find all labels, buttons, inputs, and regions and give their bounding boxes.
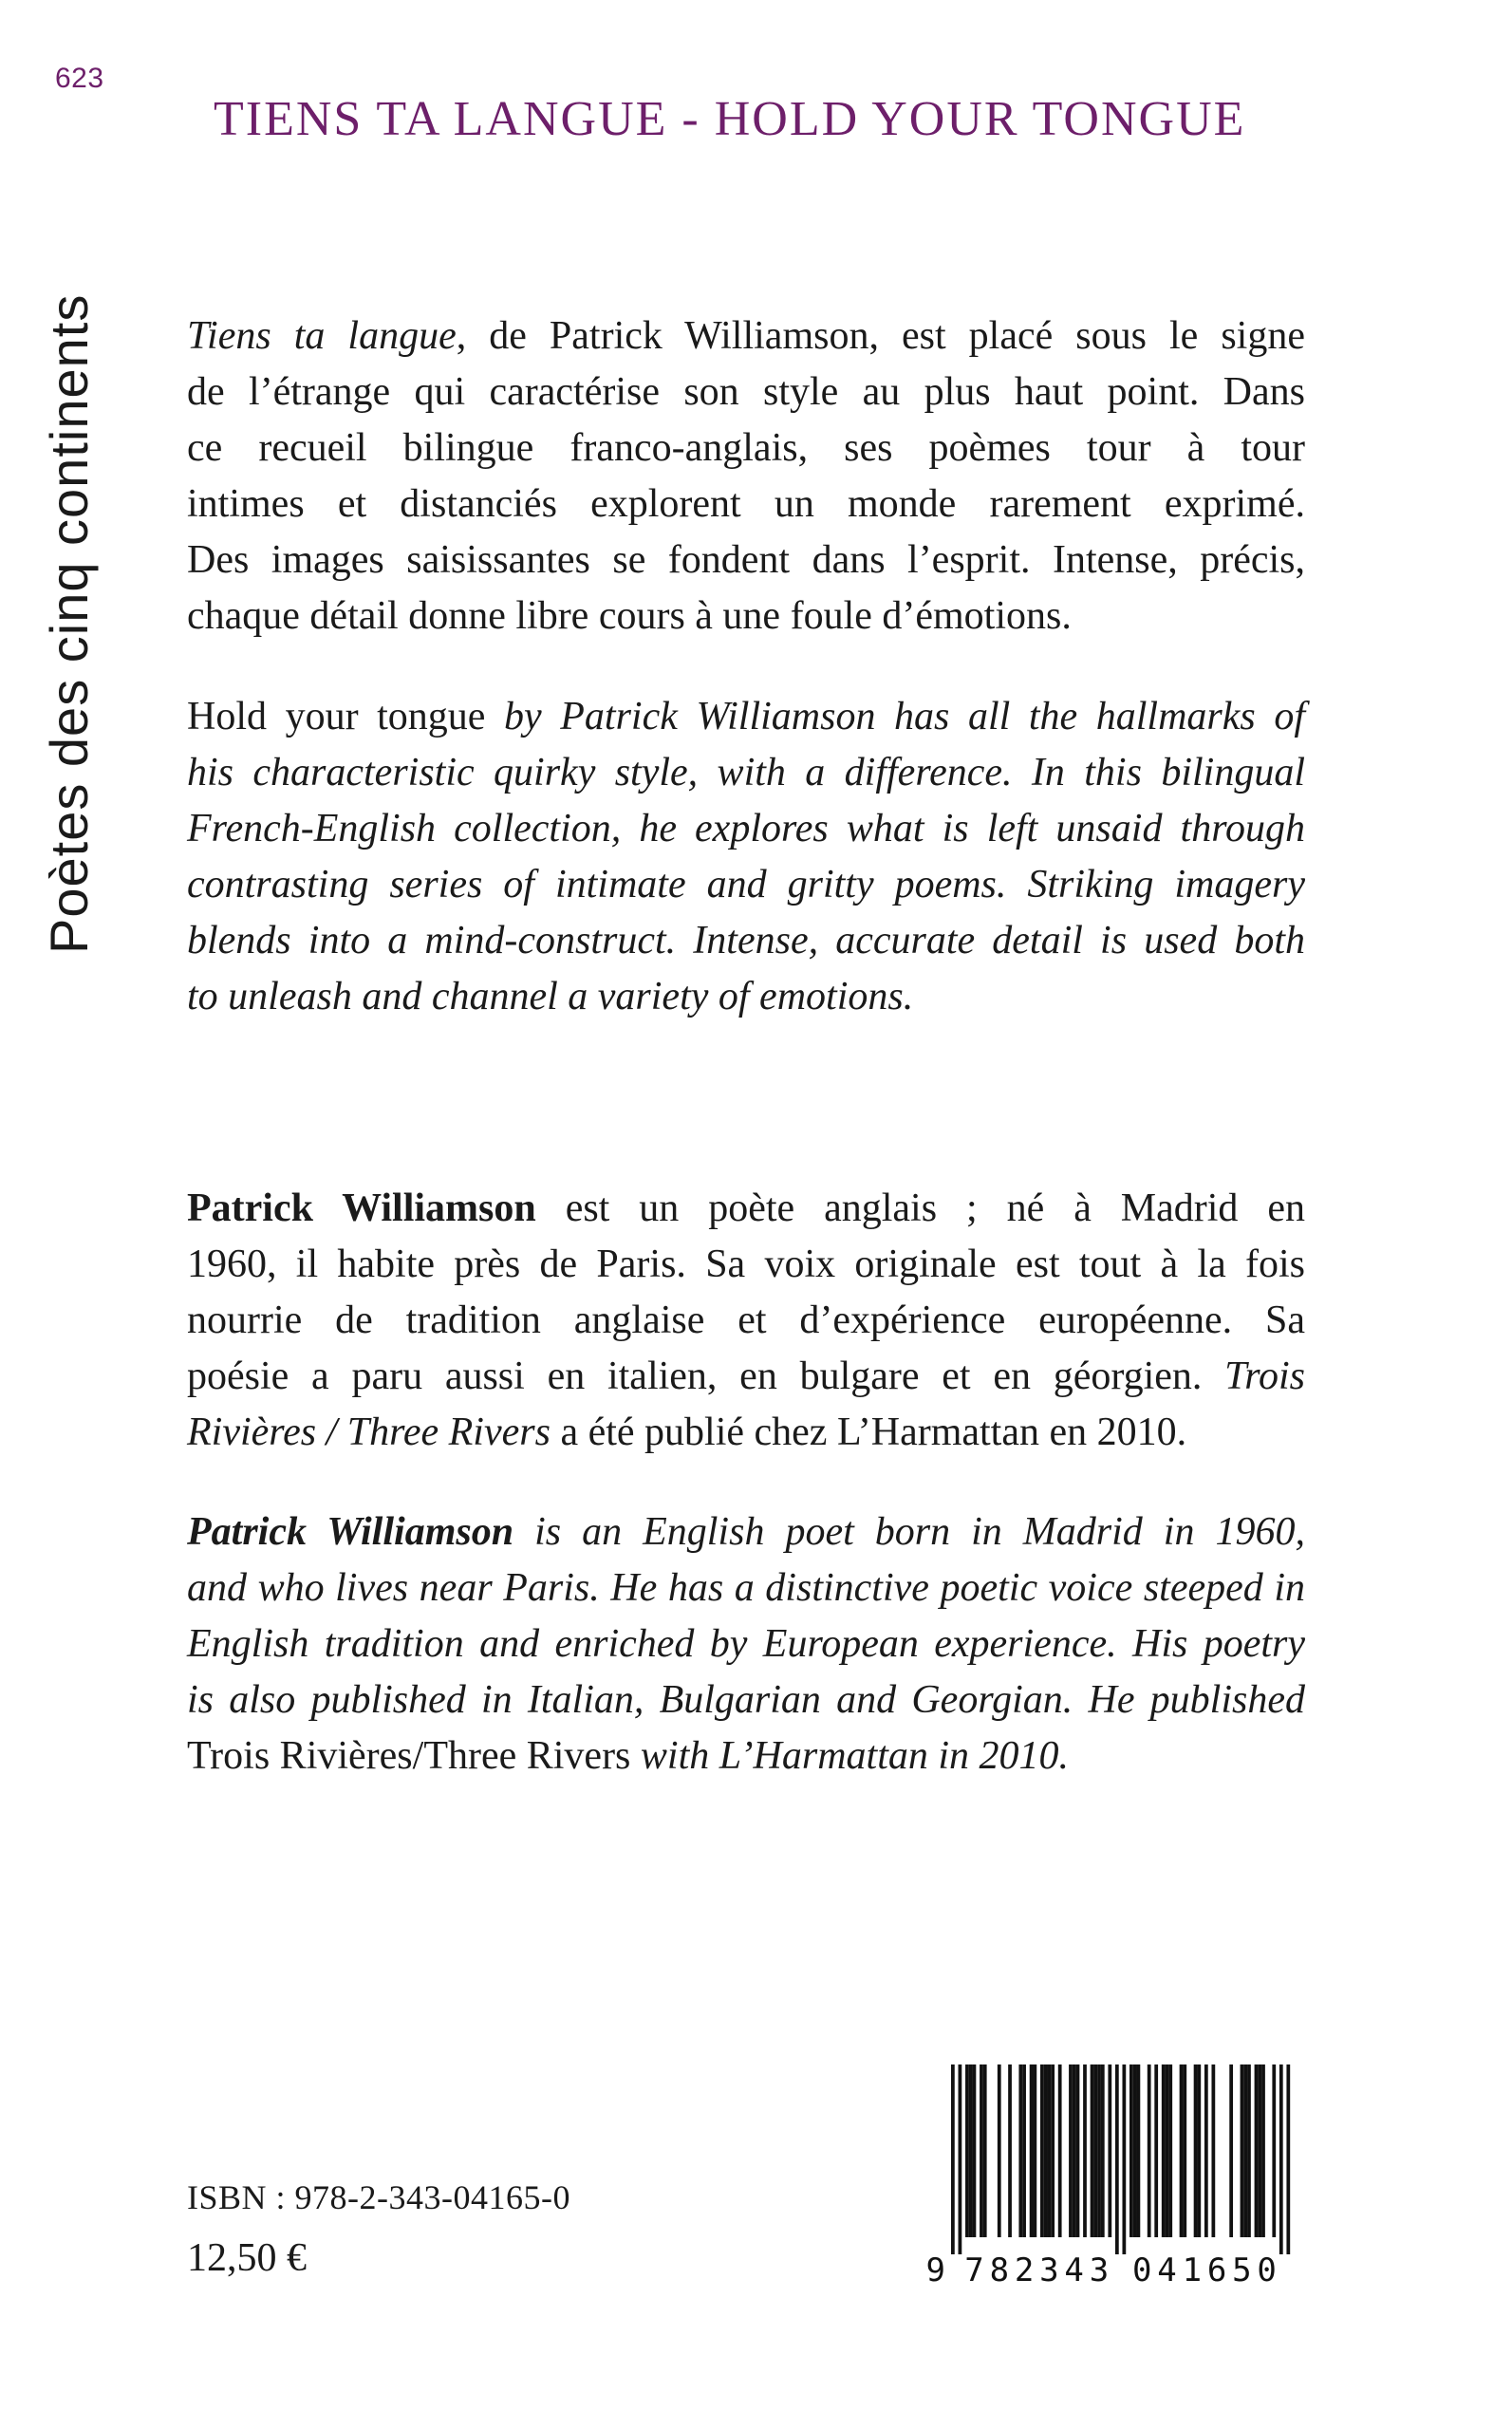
text-line <box>187 1237 1305 1293</box>
barcode-bar <box>1197 2064 1201 2237</box>
text-segment: Tiens ta langue <box>187 314 457 358</box>
barcode-bar <box>1162 2064 1166 2237</box>
barcode-bar <box>1097 2064 1101 2237</box>
text-segment: de l’étrange qui caractérise son style au plus haut point. Dans <box>187 370 1305 414</box>
text-segment: French-English collection, he explores what is left unsaid through <box>187 807 1305 850</box>
barcode-digits <box>926 2251 1277 2289</box>
text-line <box>187 1560 1305 1616</box>
isbn: ISBN : 978-2-343-04165-0 <box>187 2178 570 2216</box>
barcode-bar <box>1211 2064 1215 2237</box>
price: 12,50 € <box>187 2236 307 2280</box>
text-line <box>187 1181 1305 1237</box>
barcode-bar <box>1051 2064 1055 2237</box>
text-segment: 1960, il habite près de Paris. Sa voix originale est tout à la fois <box>187 1242 1305 1286</box>
barcode-bar <box>1073 2064 1076 2237</box>
barcode-digit-group: 041650 <box>1132 2251 1277 2289</box>
blurb-english <box>187 689 1305 1025</box>
text-line <box>187 857 1305 913</box>
text-line <box>187 913 1305 969</box>
barcode-bar <box>1040 2064 1044 2237</box>
barcode-bar <box>1180 2064 1184 2237</box>
text-segment: Rivières / Three Rivers <box>187 1411 551 1454</box>
text-segment: a été publié chez L’Harmattan en 2010. <box>550 1411 1187 1454</box>
barcode-bar <box>1154 2064 1158 2237</box>
text-segment: ce recueil bilingue franco-anglais, ses poèmes tour à tour <box>187 426 1305 470</box>
text-segment: his characteristic quirky style, with a difference. In this bilingual <box>187 751 1305 794</box>
barcode-bar <box>1108 2064 1111 2237</box>
text-segment: Trois <box>1224 1354 1305 1398</box>
barcode-bar <box>1255 2064 1259 2237</box>
text-line <box>187 476 1305 532</box>
barcode-bar <box>1030 2064 1034 2237</box>
text-line <box>187 1504 1305 1560</box>
text-line <box>187 532 1305 588</box>
barcode-bar <box>1008 2064 1012 2237</box>
barcode <box>925 2057 1300 2294</box>
text-segment: and who lives near Paris. He has a distinctive poetic voice steeped in <box>187 1566 1305 1610</box>
text-line <box>187 420 1305 476</box>
barcode-bar <box>1133 2064 1137 2237</box>
text-segment: English tradition and enriched by European experience. His poetry <box>187 1622 1305 1666</box>
barcode-bar <box>1243 2064 1247 2237</box>
blurb-french <box>187 308 1305 645</box>
barcode-bars <box>951 2064 1290 2254</box>
barcode-bar <box>969 2064 973 2237</box>
barcode-bar <box>1101 2064 1105 2237</box>
author-bio-english <box>187 1504 1305 1784</box>
barcode-bar <box>1069 2064 1073 2237</box>
text-segment: is also published in Italian, Bulgarian and Georgian. He published <box>187 1678 1305 1722</box>
text-segment: chaque détail donne libre cours à une foule d’émotions. <box>187 594 1072 638</box>
barcode-bar <box>1137 2064 1141 2237</box>
series-number: 623 <box>55 63 104 94</box>
barcode-bar <box>1247 2064 1251 2237</box>
text-line <box>187 745 1305 801</box>
text-line <box>187 308 1305 364</box>
barcode-bar <box>1083 2064 1087 2237</box>
text-line <box>187 1672 1305 1728</box>
text-segment: with L’Harmattan in 2010. <box>630 1734 1070 1778</box>
text-line <box>187 364 1305 420</box>
text-segment: Des images saisissantes se fondent dans l’esprit. Intense, précis, <box>187 538 1305 582</box>
barcode-bar <box>1033 2064 1036 2237</box>
barcode-bar <box>1194 2064 1198 2237</box>
barcode-digit-group: 9 <box>925 2251 945 2289</box>
barcode-bar <box>951 2064 955 2254</box>
text-segment: Patrick Williamson <box>187 1510 514 1554</box>
text-line <box>187 969 1305 1025</box>
barcode-bar <box>1091 2064 1094 2237</box>
book-title: TIENS TA LANGUE - HOLD YOUR TONGUE <box>214 92 1246 146</box>
barcode-bar <box>1058 2064 1062 2237</box>
text-segment: Hold your tongue <box>187 695 486 738</box>
barcode-bar <box>1204 2064 1208 2237</box>
text-line <box>187 1293 1305 1349</box>
text-segment: blends into a mind-construct. Intense, accurate detail is used both <box>187 919 1305 962</box>
barcode-bar <box>1018 2064 1022 2237</box>
barcode-bar <box>1076 2064 1080 2237</box>
text-line <box>187 1349 1305 1405</box>
text-segment: nourrie de tradition anglaise et d’expérience européenne. Sa <box>187 1298 1305 1342</box>
barcode-bar <box>1168 2064 1172 2237</box>
text-segment: to unleash and channel a variety of emotions. <box>187 975 914 1018</box>
barcode-bar <box>1022 2064 1026 2237</box>
barcode-bar <box>959 2064 962 2254</box>
text-segment: contrasting series of intimate and gritty poems. Striking imagery <box>187 863 1305 906</box>
barcode-bar <box>965 2064 969 2237</box>
author-bio-french <box>187 1181 1305 1461</box>
barcode-bar <box>980 2064 983 2237</box>
text-line <box>187 588 1305 645</box>
text-segment: Patrick Williamson <box>187 1186 536 1230</box>
barcode-bar <box>973 2064 977 2237</box>
barcode-bar <box>1183 2064 1186 2237</box>
text-segment: est un poète anglais ; né à Madrid en <box>535 1186 1305 1230</box>
text-segment: , de Patrick Williamson, est placé sous le signe <box>456 314 1305 358</box>
barcode-digit-group: 782343 <box>964 2251 1110 2289</box>
barcode-bar <box>998 2064 1001 2237</box>
barcode-bar <box>1261 2064 1265 2237</box>
barcode-bar <box>1229 2064 1233 2237</box>
barcode-bar <box>1122 2064 1126 2254</box>
barcode-bar <box>1148 2064 1151 2237</box>
series-name-vertical: Poètes des cinq continents <box>39 293 99 954</box>
barcode-bar <box>1129 2064 1133 2237</box>
barcode-bar <box>1272 2064 1276 2237</box>
text-segment: intimes et distanciés explorent un monde rarement exprimé. <box>187 482 1305 526</box>
text-line <box>187 1616 1305 1672</box>
text-segment: poésie a paru aussi en italien, en bulgare et en géorgien. <box>187 1354 1225 1398</box>
text-segment: is an English poet born in Madrid in 1960, <box>513 1510 1305 1554</box>
barcode-bar <box>1166 2064 1169 2237</box>
barcode-bar <box>1048 2064 1052 2237</box>
barcode-bar <box>1093 2064 1097 2237</box>
text-line <box>187 689 1305 745</box>
barcode-bar <box>1258 2064 1261 2237</box>
text-segment: Trois Rivières/Three Rivers <box>187 1734 631 1778</box>
barcode-bar <box>1286 2064 1290 2254</box>
text-segment: by Patrick Williamson has all the hallmarks of <box>485 695 1305 738</box>
barcode-bar <box>1044 2064 1048 2237</box>
text-line <box>187 1728 1305 1784</box>
barcode-bar <box>983 2064 987 2237</box>
barcode-bar <box>1279 2064 1283 2254</box>
barcode-bar <box>1115 2064 1119 2254</box>
barcode-bar <box>1241 2064 1244 2237</box>
text-line <box>187 1405 1305 1461</box>
text-line <box>187 801 1305 857</box>
